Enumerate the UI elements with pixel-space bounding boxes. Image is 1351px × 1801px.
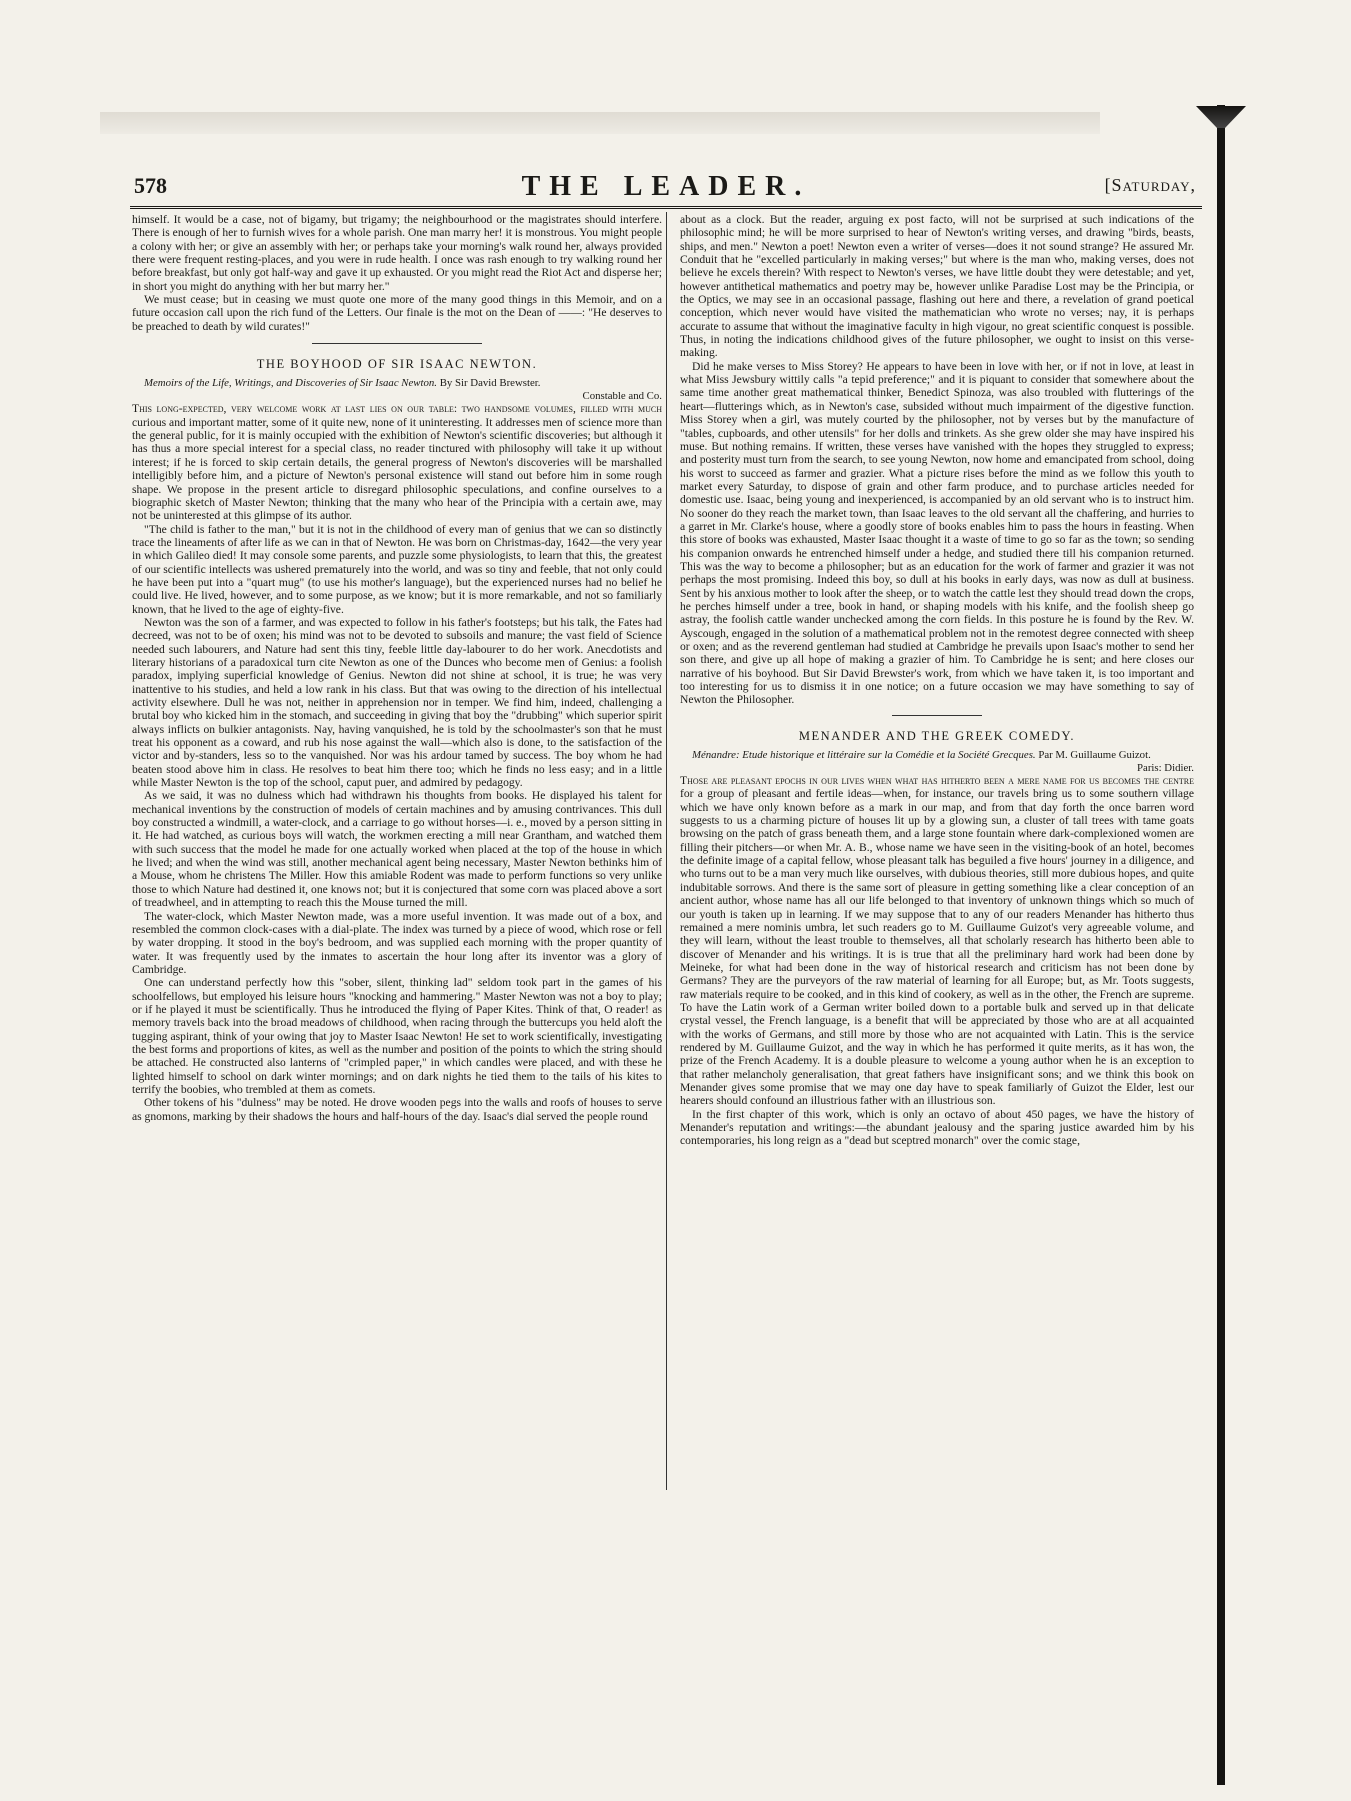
body-paragraph: Did he make verses to Miss Storey? He appears to have been in love with her, or if not in love, at least in what Miss Jewsbury wittily calls "a tepid preference;" and it is piquant to consider that somewhere about the same time another great mathematical thinker, Benedict Spinoza, was also troubled with flutterings of the heart—flutterings which, as in Newton's case, subsided without much impairment of the digestive function. Miss Storey when a girl, was mutely courted by the philosopher, not by verses but by the manufacture of "tables, cupboards, and other utensils" for her dolls and trinkets. As she grew older she may have inspired his muse. But nothing remains. If written, these verses have vanished with the hopes they struggled to express; and posterity must turn from the search, to see young Newton, now home and emancipated from school, doing his worst to succeed as farmer and grazier. What a picture rises before the mind as we follow this youth to market every Saturday, to dispose of grain and other farm produce, and to purchase articles needed for domestic use. Isaac, being young and inexperienced, is accompanied by an old servant who is to instruct him. No sooner do they reach the market town, than Isaac leaves to the old servant all the chaffering, and hurries to a garret in Mr. Clarke's house, where a goodly store of books enables him to pass the hours in feasting. When this store of books was exhausted, Master Isaac thought it a waste of time to go so far as the town; so sending his companion onwards he entrenched himself under a hedge, and studied there till his companion returned. This was the way to become a philosopher; but as an education for the work of farmer and grazier it was not perhaps the most promising. Indeed this boy, so dull at his books in early days, was now as dull at business. Sent by his anxious mother to look after the sheep, or to watch the cattle lest they should tread down the crops, he perches himself under a tree, book in hand, or shaping models with his knife, and the foolish sheep go astray, the foolish cattle wander unchecked among the corn fields. In this posture he is found by the Rev. W. Ayscough, engaged in the solution of a mathematical problem not in the remotest degree connected with sheep or oxen; and as the reverend gentleman had studied at Cambridge he prevails upon Isaac's mother to send her son there, and give up all hope of making a grazier of him. To Cambridge he is sent; and here closes our narrative of his boyhood. But Sir David Brewster's work, from which we have taken it, is too important and too interesting for us to dismiss it in one notice; on a future occasion we may have something to say of Newton the Philosopher.: [680, 359, 1194, 707]
scan-shadow: [100, 112, 1100, 134]
source-title: Memoirs of the Life, Writings, and Discoveries of Sir Isaac Newton.: [144, 377, 437, 390]
body-paragraph: We must cease; but in ceasing we must quote one more of the many good things in this Memoir, and on a future occasion call upon the rich fund of the Letters. Our finale is the mot on the Dean of ——: "He deserves to be preached to death by wild curates!": [132, 293, 662, 333]
body-paragraph: Those are pleasant epochs in our lives when what has hitherto been a mere name for us becomes the centre for a group of pleasant and fertile ideas—when, for instance, our travels bring us to some southern village which we have only known before as a mark in our map, and from that day forth the once barren word suggests to us a charming picture of houses lit up by a glowing sun, a cluster of tall trees with tame goats browsing on the patch of grass beneath them, and a large stone fountain where dark-complexioned women are filling their pitchers—or when Mr. A. B., whose name we have seen in the visiting-book of an hotel, becomes the definite image of a capital fellow, whose pleasant talk has beguiled a five hours' journey in a diligence, and who turns out to be a man very much like ourselves, with dubious theories, still more dubious hopes, and quite indubitable sorrows. And there is the same sort of pleasure in getting something like a clear conception of an ancient author, whose name has all our life belonged to that inventory of unknown things which so much of our youth is taken up in learning. If we may suppose that to any of our readers Menander has hitherto thus remained a mere nominis umbra, let such readers go to M. Guillaume Guizot's very agreeable volume, and they will learn, without the least trouble to themselves, all that scholarly research has hitherto been able to discover of Menander and his writings. It is is true that all the preliminary hard work had been done by Meineke, for what had been done in the way of historical research and criticism has not been done by Germans? They are the purveyors of the raw material of learning for all Europe; but, as Mr. Toots suggests, raw materials require to be cooked, and in this kind of cookery, as well as in the other, the French are supreme. To have the Latin work of a German writer boiled down to a portable bulk and served up in that delicate crystal vessel, the French language, is a benefit that will be appreciated by those who are at all acquainted with the works of Germans, and still more by those who are not acquainted with Latin. This is the service rendered by M. Guillaume Guizot, and the way in which he has performed it quite merits, as it has won, the prize of the French Academy. It is a double pleasure to welcome a young author when he is an exception to that rather melancholy generalisation, that great fathers have insignificant sons; and we think this book on Menander gives some promise that we may one day have to speak familiarly of Guizot the Elder, lest our hearers should confound an illustrious father with an illustrious son.: [680, 774, 1194, 1108]
right-column: [680, 213, 1194, 1148]
source-author: By Sir David Brewster.: [439, 377, 541, 390]
article-source: [680, 749, 1194, 774]
body-paragraph: himself. It would be a case, not of bigamy, but trigamy; the neighbourhood or the magistrates should interfere. There is enough of her to furnish wives for a whole parish. One man marry her! it is monstrous. You might people a colony with her; or give an assembly with her; or perhaps take your morning's walk round her, always provided there were frequent resting-places, and you were in rude health. I once was rash enough to try walking round her before breakfast, but only got half-way and gave it up exhausted. Or you might read the Riot Act and disperse her; in short you might do anything with her but marry her.": [132, 213, 662, 293]
article-source: [132, 377, 662, 402]
body-paragraph: The water-clock, which Master Newton made, was a more useful invention. It was made out of a box, and resembled the common clock-cases with a dial-plate. The index was turned by a piece of wood, which rose or fell by water dropping. It stood in the boy's bedroom, and was supplied each morning with the proper quantity of water. It was frequently used by the inmates to ascertain the hour long after its inventor was a glory of Cambridge.: [132, 909, 662, 976]
body-paragraph: "The child is father to the man," but it is not in the childhood of every man of genius that we can so distinctly trace the lineaments of after life as we can in that of Newton. He was born on Christmas-day, 1642—the very year in which Galileo died! It may console some parents, and puzzle some physiologists, to learn that this, the greatest of our scientific intellects was ushered prematurely into the world, and was so tiny and feeble, that not only could he have been put into a "quart mug" (to use his mother's language), but the experienced nurses had no belief he could live. He lived, however, and to some purpose, as we know; but it is more remarkable, and not so familiarly known, that he lived to the age of eighty-five.: [132, 522, 662, 616]
body-paragraph: In the first chapter of this work, which is only an octavo of about 450 pages, we have the history of Menander's reputation and writings:—the abundant jealousy and the sparing justice awarded him by his contemporaries, his long reign as a "dead but sceptred monarch" over the comic stage,: [680, 1107, 1194, 1148]
page-number: 578: [134, 173, 167, 198]
article-title: THE BOYHOOD OF SIR ISAAC NEWTON.: [256, 357, 538, 372]
page-edge-cap: [1196, 106, 1246, 128]
body-paragraph: Newton was the son of a farmer, and was expected to follow in his father's footsteps; but his talk, the Fates had decreed, was not to be of oxen; his mind was not to be devoted to subsoils and manure; the vast field of Science needed such labourers, and Nature had sent this tiny, feeble little day-labourer to do her work. Anecdotists and literary historians of a paradoxical turn cite Newton as one of the Dunces who become men of Genius: a foolish paradox, implying superficial knowledge of Genius. Newton did not shine at school, it is true; he was very inattentive to his studies, and held a low rank in his class. But that was owing to the direction of his intellectual activity elsewhere. Dull he was not, neither in apprehension nor in temper. We find him, indeed, challenging a brutal boy who kicked him in the stomach, and succeeding in giving that boy the "drubbing" which superior spirit always inflicts on bulkier antagonists. Nay, having vanquished, he is told by the schoolmaster's son that he must treat his opponent as a coward, and rub his nose against the wall—which also is done, to the satisfaction of the victor and by-standers, less so to the vanquished. Nor was his ardour tamed by success. The boy whom he had beaten stood above him in class. He resolves to beat him there too; which he finds no less easy; and in a little while Master Newton is the top of the school, caput puer, and admired by pedagogy.: [132, 615, 662, 790]
body-paragraph: This long-expected, very welcome work at last lies on our table: two handsome volumes, filled with much curious and important matter, some of it quite new, none of it uninteresting. It addresses men of science more than the general public, for it is mainly occupied with the exhibition of Newton's scientific discoveries; but although it has thus a more special interest for a special class, no reader tinctured with philosophy will take it up without interest; if he is forced to skip certain details, the general progress of Newton's discoveries will be marshalled intelligibly before him, and a picture of Newton's personal existence will stand out before him in some rough shape. We propose in the present article to disregard philosophic speculations, and confine ourselves to a biographic sketch of Master Newton; thinking that the many who hear of the Principia with a certain awe, may not be uninterested at this glimpse of its author.: [132, 402, 662, 523]
column-separator: [666, 212, 667, 1490]
header-rule: [130, 206, 1202, 209]
body-paragraph: As we said, it was no dulness which had withdrawn his thoughts from books. He displayed his talent for mechanical inventions by the construction of models of certain machines and by amusing contrivances. This dull boy constructed a windmill, a water-clock, and a carriage to go without horses—i. e., moved by a person sitting in it. He had watched, as curious boys will watch, the workmen erecting a mill near Grantham, and watched them with such success that the model he made for one actually worked when placed at the top of the house in which he lived; and when the wind was still, another mechanical agent being necessary, Master Newton bethinks him of a Mouse, whom he christens The Miller. How this amiable Rodent was made to perform functions so very unlike those to which Nature had destined it, one knows not; but it is conjectured that some corn was placed above a sort of treadwheel, and in attempting to reach this the Mouse turned the mill.: [132, 789, 662, 910]
body-paragraph: about as a clock. But the reader, arguing ex post facto, will not be surprised at such indications of the philosophic mind; he will be more surprised to hear of Newton's writing verses, and drawing "birds, beasts, ships, and men." Newton a poet! Newton even a writer of verses—does it not sound strange? He assured Mr. Conduit that he "excelled particularly in making verses;" but where is the man who, making verses, does not believe he excels therein? With respect to Newton's verses, we have little doubt they were detestable; and yet, however antithetical mathematics and poetry may be, however unlike Paradise Lost may be the Principia, or the Optics, we may see in an occasional passage, flashing out here and there, a revelation of grand poetical conception, which never would have visited the mathematician who wrote no verses; nay, it is perhaps accurate to assume that without the imaginative faculty in high vigour, no great scientific conquest is possible. Thus, in noting the indications childhood gives of the future philosopher, we ought to insist on this verse-making.: [680, 213, 1194, 360]
source-publisher: Paris: Didier.: [1137, 761, 1194, 774]
body-paragraph: One can understand perfectly how this "sober, silent, thinking lad" seldom took part in the games of his schoolfellows, but employed his leisure hours "knocking and hammering." Master Newton was not a boy to play; or if he played it must be scientifically. Thus he introduced the flying of Paper Kites. Think of that, O reader! as memory travels back into the broad meadows of childhood, when racing through the buttercups you held aloft the tugging aspirant, think of your owing that joy to Master Isaac Newton! He set to work scientifically, investigating the best forms and proportions of kites, as well as the number and position of the points to which the string should be attached. He constructed also lanterns of "crimpled paper," in which candles were placed, and with these he lighted himself to school on dark winter mornings; and on dark nights he tied them to the tails of his kites to terrify the boobies, who trembled at them as comets.: [132, 976, 662, 1096]
source-author: Par M. Guillaume Guizot.: [1038, 749, 1151, 762]
article-title: MENANDER AND THE GREEK COMEDY.: [798, 728, 1076, 743]
left-column: [132, 213, 662, 1123]
source-title: Ménandre: Etude historique et littéraire sur la Comédie et la Société Grecques.: [692, 749, 1036, 762]
source-publisher: Constable and Co.: [582, 389, 662, 402]
body-paragraph: Other tokens of his "dulness" may be noted. He drove wooden pegs into the walls and roofs of houses to serve as gnomons, marking by their shadows the hours and half-hours of the day. Isaac's dial served the people round: [132, 1096, 662, 1123]
page-header: [130, 171, 1202, 201]
section-divider: [312, 343, 482, 344]
page-edge-bar: [1217, 105, 1225, 1785]
section-divider: [892, 715, 982, 716]
masthead-title: THE LEADER.: [521, 171, 811, 202]
issue-day: [Saturday,: [1104, 175, 1196, 195]
